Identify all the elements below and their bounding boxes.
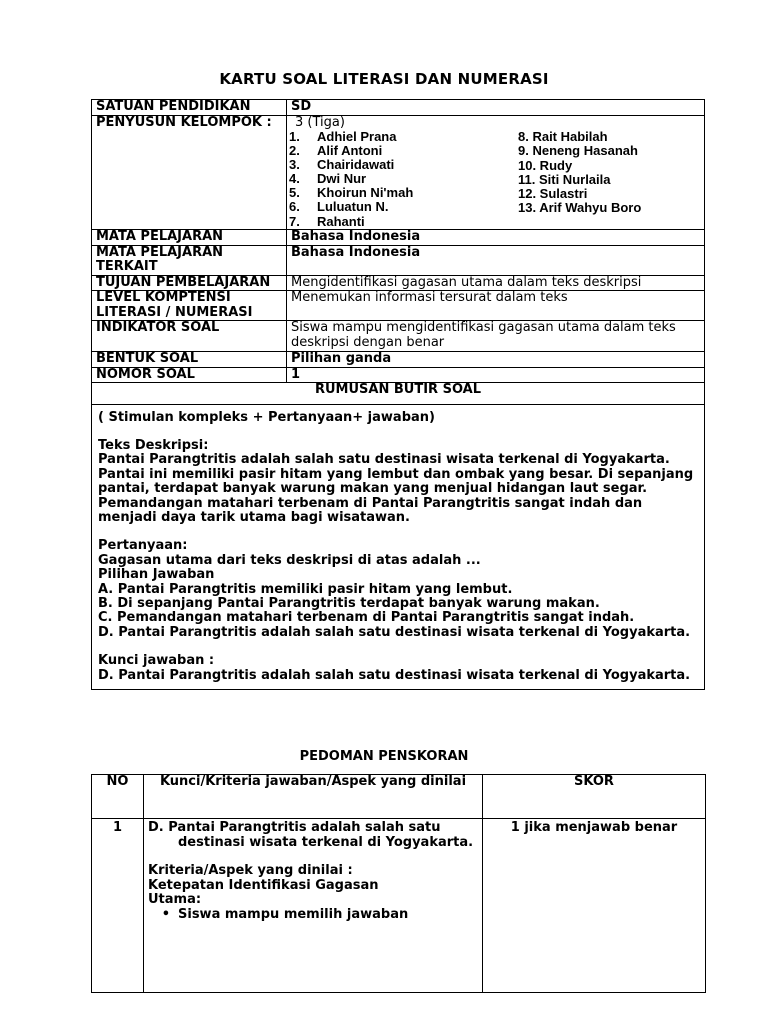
row-no: 1 (92, 819, 144, 993)
row-nomor (92, 367, 705, 383)
header-kriteria: Kunci/Kriteria jawaban/Aspek yang dinilai (144, 775, 483, 819)
option-d: D. Pantai Parangtritis adalah salah satu destinasi wisata terkenal di Yogyakarta. (98, 624, 691, 640)
teks-deskripsi: Pantai Parangtritis adalah salah satu destinasi wisata terkenal di Yogyakarta. Pantai ini memiliki pasir hitam yang lembut dan ombak yang besar. Di sepanjang pantai, terdapat banyak warung makan yang menjual hidangan laut segar. Pemandangan matahari terbenam di Pantai Parangtritis sangat indah dan menjadi daya tarik utama bagi wisatawan. (98, 452, 694, 525)
label-tujuan: TUJUAN PEMBELAJARAN (92, 275, 287, 291)
member-item: 8. Rait Habilah (518, 129, 608, 144)
kunci-text: D. Pantai Parangtritis adalah salah satu destinasi wisata terkenal di Yogyakarta. (98, 667, 691, 683)
value-level: Menemukan informasi tersurat dalam teks (287, 291, 705, 321)
member-item: 1. Adhiel Prana (289, 129, 397, 144)
member-item: 5. Khoirun Ni'mah (289, 185, 414, 201)
option-b: B. Di sepanjang Pantai Parangtritis terdapat banyak warung makan. (98, 595, 600, 611)
member-list (291, 130, 700, 229)
bullet-text: Siswa mampu memilih jawaban (178, 906, 409, 922)
member-item: 4. Dwi Nur (289, 171, 367, 187)
row-penyusun (92, 115, 705, 230)
option-a: A. Pantai Parangtritis memiliki pasir hitam yang lembut. (98, 581, 513, 597)
label-bentuk: BENTUK SOAL (92, 352, 287, 368)
kriteria-text: Ketepatan Identifikasi Gagasan Utama: (148, 877, 379, 907)
row-mapel-terkait (92, 245, 705, 275)
bullet-item (148, 908, 478, 923)
pedoman-title: PEDOMAN PENSKORAN (299, 749, 469, 764)
option-c: C. Pemandangan matahari terbenam di Pantai Parangtritis sangat indah. (98, 610, 635, 626)
penyusun-count: 3 (Tiga) (295, 114, 345, 130)
rumusan-body (92, 404, 705, 690)
answer-line-2: destinasi wisata terkenal di Yogyakarta. (178, 834, 474, 850)
row-tujuan (92, 275, 705, 291)
pedoman-header-row (92, 775, 706, 819)
label-penyusun: PENYUSUN KELOMPOK : (92, 115, 287, 230)
row-indikator (92, 321, 705, 352)
value-bentuk: Pilihan ganda (287, 352, 705, 368)
row-bentuk (92, 352, 705, 368)
value-mapel: Bahasa Indonesia (287, 230, 705, 246)
kriteria-label: Kriteria/Aspek yang dinilai : (148, 863, 353, 878)
value-mapel-terkait: Bahasa Indonesia (287, 245, 705, 275)
member-item: 3. Chairidawati (289, 157, 395, 173)
pilihan-label: Pilihan Jawaban (98, 567, 215, 583)
pertanyaan-text: Gagasan utama dari teks deskripsi di atas adalah ... (98, 552, 481, 568)
member-item: 2. Alif Antoni (289, 143, 383, 159)
member-list-left (289, 130, 514, 229)
row-skor: 1 jika menjawab benar (483, 819, 706, 993)
document-title: KARTU SOAL LITERASI DAN NUMERASI (219, 70, 549, 88)
kunci-label: Kunci jawaban : (98, 653, 215, 669)
pertanyaan-label: Pertanyaan: (98, 538, 188, 554)
value-penyusun (287, 115, 705, 230)
row-level (92, 291, 705, 321)
member-item: 11. Siti Nurlaila (518, 171, 611, 187)
stimulan-text: ( Stimulan kompleks + Pertanyaan+ jawaban) (98, 409, 435, 425)
label-satuan: SATUAN PENDIDIKAN (92, 100, 287, 116)
value-indikator: Siswa mampu mengidentifikasi gagasan utama dalam teks deskripsi dengan benar (287, 321, 705, 352)
row-mapel (92, 230, 705, 246)
label-nomor: NOMOR SOAL (92, 367, 287, 383)
bullet-dot-icon: • (161, 906, 170, 922)
kartu-soal-table (91, 99, 705, 690)
row-rumusan-header (92, 383, 705, 405)
answer-line-1: D. Pantai Parangtritis adalah salah satu (148, 820, 441, 835)
member-item: 12. Sulastri (518, 186, 588, 202)
label-indikator: INDIKATOR SOAL (92, 321, 287, 352)
row-kriteria (144, 819, 483, 993)
member-item: 7. Rahanti (289, 213, 365, 229)
pedoman-table (91, 774, 706, 993)
row-rumusan (92, 404, 705, 690)
teks-label: Teks Deskripsi: (98, 437, 209, 453)
label-level: LEVEL KOMPTENSI LITERASI / NUMERASI (92, 291, 287, 321)
row-satuan (92, 100, 705, 116)
label-mapel-terkait: MATA PELAJARAN TERKAIT (92, 245, 287, 275)
label-mapel: MATA PELAJARAN (92, 230, 287, 246)
value-tujuan: Mengidentifikasi gagasan utama dalam teks deskripsi (287, 275, 705, 291)
member-list-right (518, 130, 718, 216)
pedoman-row (92, 819, 706, 993)
member-item: 10. Rudy (518, 157, 573, 173)
value-satuan: SD (287, 100, 705, 116)
rumusan-header: RUMUSAN BUTIR SOAL (92, 383, 705, 405)
member-item: 13. Arif Wahyu Boro (518, 200, 642, 216)
header-no: NO (92, 775, 144, 819)
value-nomor: 1 (287, 367, 705, 383)
member-item: 9. Neneng Hasanah (518, 143, 638, 159)
member-item: 6. Luluatun N. (289, 199, 389, 215)
header-skor: SKOR (483, 775, 706, 819)
